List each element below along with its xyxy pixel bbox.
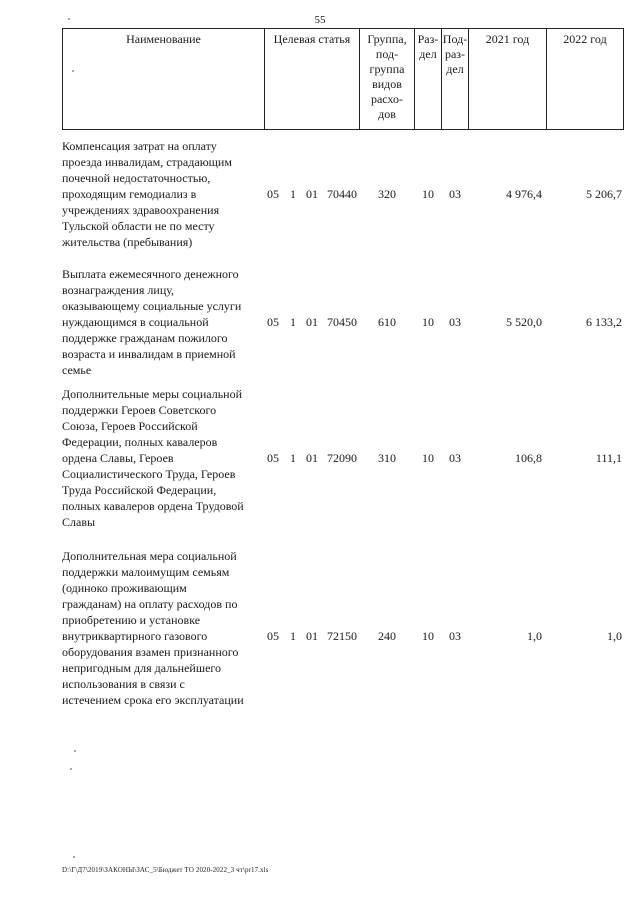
section-code: 10 [422, 451, 434, 465]
target-code-4: 72150 [327, 629, 357, 643]
target-code-1: 05 [267, 315, 279, 329]
scan-speck [73, 856, 75, 858]
target-code-1: 05 [267, 187, 279, 201]
header-section: Раз- дел [414, 29, 441, 129]
scan-speck [70, 768, 72, 770]
value-2022: 5 206,7 [586, 187, 622, 201]
page-number: 55 [314, 14, 326, 26]
value-2021: 106,8 [515, 451, 542, 465]
target-code-3: 01 [306, 451, 318, 465]
target-code-1: 05 [267, 451, 279, 465]
scan-speck [74, 750, 76, 752]
subsection-code: 03 [449, 187, 461, 201]
target-code-3: 01 [306, 629, 318, 643]
target-code-2: 1 [290, 629, 296, 643]
header-year-2022: 2022 год [546, 29, 624, 129]
section-code: 10 [422, 315, 434, 329]
section-code: 10 [422, 629, 434, 643]
target-code-1: 05 [267, 629, 279, 643]
value-2021: 5 520,0 [506, 315, 542, 329]
target-code-2: 1 [290, 451, 296, 465]
budget-table [62, 28, 624, 707]
header-name: Наименование [62, 29, 264, 129]
target-code-2: 1 [290, 315, 296, 329]
subsection-code: 03 [449, 629, 461, 643]
target-code-3: 01 [306, 187, 318, 201]
footer-file-path: D:\Г\Д7\2019\ЗАКОНЫ\ЗАС_5\Бюджет ТО 2020-2022_3 чт\pr17.xls [62, 866, 269, 874]
row-name: Дополнительные меры социальной поддержки Героев Советского Союза, Героев Российской Федерации, полных кавалеров ордена Славы, Героев Социалистического Труда, Героев Труда Российской Федерации, полных кавалеров ордена Трудовой Славы [62, 387, 244, 529]
header-year-2021: 2021 год [468, 29, 546, 129]
target-code-4: 70440 [327, 187, 357, 201]
header-target: Целевая статья [264, 29, 359, 129]
value-2021: 1,0 [527, 629, 542, 643]
target-code-4: 70450 [327, 315, 357, 329]
group-code: 610 [378, 315, 396, 329]
subsection-code: 03 [449, 315, 461, 329]
target-code-2: 1 [290, 187, 296, 201]
scan-speck [68, 18, 70, 20]
scan-speck [72, 70, 74, 72]
target-code-3: 01 [306, 315, 318, 329]
table-header [62, 28, 624, 130]
value-2022: 1,0 [607, 629, 622, 643]
row-name: Выплата ежемесячного денежного вознаграждения лицу, оказывающему социальные услуги нуждающимся в социальной поддержке гражданам пожилого возраста и инвалидам в приемной семье [62, 267, 242, 377]
header-group: Группа, под- группа видов расхо- дов [359, 29, 414, 129]
group-code: 310 [378, 451, 396, 465]
subsection-code: 03 [449, 451, 461, 465]
row-name: Компенсация затрат на оплату проезда инвалидам, страдающим почечной недостаточностью, проходящим гемодиализ в учреждениях здравоохранения Тульской области не по месту жительства (пребывания) [62, 139, 232, 249]
group-code: 320 [378, 187, 396, 201]
section-code: 10 [422, 187, 434, 201]
header-subsection: Под- раз- дел [441, 29, 468, 129]
value-2021: 4 976,4 [506, 187, 542, 201]
value-2022: 6 133,2 [586, 315, 622, 329]
row-name: Дополнительная мера социальной поддержки малоимущим семьям (одиноко проживающим гражданам) на оплату расходов по приобретению и установке внутриквартирного газового оборудования взамен признанного непригодным для дальнейшего использования в связи с истечением срока его эксплуатации [62, 549, 244, 707]
value-2022: 111,1 [595, 451, 622, 465]
group-code: 240 [378, 629, 396, 643]
target-code-4: 72090 [327, 451, 357, 465]
